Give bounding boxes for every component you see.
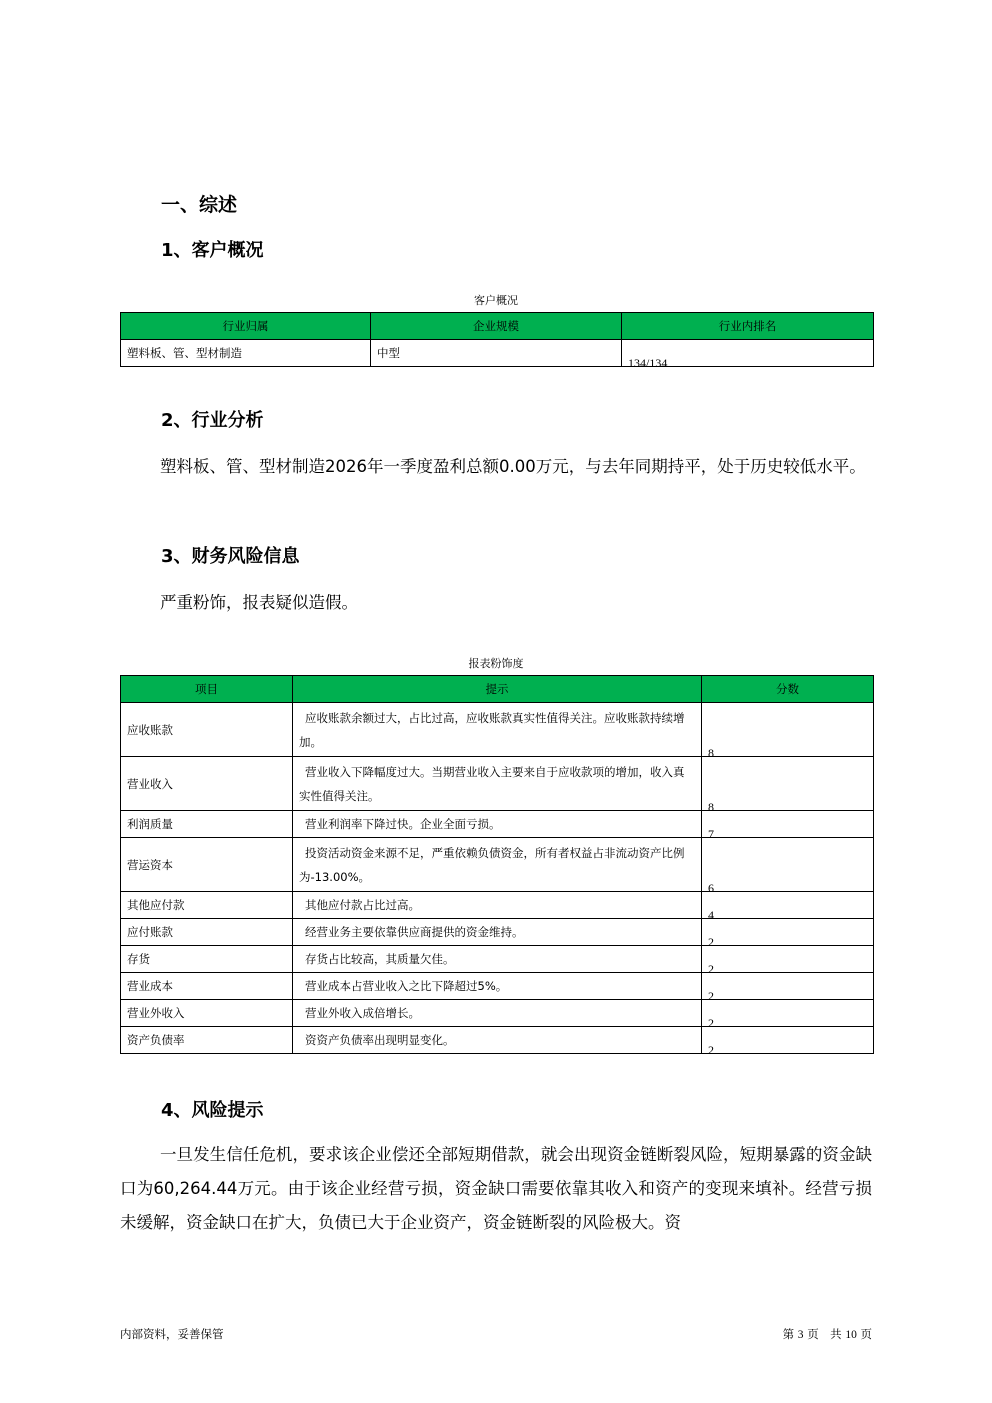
cell-score: 7 — [702, 811, 874, 838]
cell-hint: 投资活动资金来源不足，严重依赖负债资金，所有者权益占非流动资产比例为-13.00%。 — [293, 838, 702, 892]
cell-score: 6 — [702, 838, 874, 892]
cell-score: 8 — [702, 703, 874, 757]
cell-item: 营业成本 — [121, 973, 293, 1000]
customer-overview-table — [120, 312, 874, 370]
whitewash-table — [120, 675, 874, 1057]
cell-hint: 营业收入下降幅度过大。当期营业收入主要来自于应收款项的增加，收入真实性值得关注。 — [293, 757, 702, 811]
cell-hint: 资资产负债率出现明显变化。 — [293, 1027, 702, 1054]
cell-hint: 营业利润率下降过快。企业全面亏损。 — [293, 811, 702, 838]
cell-hint: 经营业务主要依靠供应商提供的资金维持。 — [293, 919, 702, 946]
cell-score: 4 — [702, 892, 874, 919]
header-rank: 行业内排名 — [622, 313, 874, 340]
footer-page-number: 第 3 页 共 10 页 — [782, 1327, 872, 1341]
table-row — [121, 703, 874, 757]
risk-warning-text: 一旦发生信任危机，要求该企业偿还全部短期借款，就会出现资金链断裂风险，短期暴露的资金缺口为60,264.44万元。由于该企业经营亏损，资金缺口需要依靠其收入和资产的变现来填补。经营亏损未缓解，资金缺口在扩大，负债已大于企业资产，资金链断裂的风险极大。资 — [120, 1145, 872, 1232]
cell-item: 营业外收入 — [121, 1000, 293, 1027]
header-item: 项目 — [121, 676, 293, 703]
cell-item: 应付账款 — [121, 919, 293, 946]
cell-item: 利润质量 — [121, 811, 293, 838]
header-score: 分数 — [702, 676, 874, 703]
cell-score: 2 — [702, 1000, 874, 1027]
cell-score: 2 — [702, 919, 874, 946]
cell-score: 2 — [702, 946, 874, 973]
financial-risk-text: 严重粉饰，报表疑似造假。 — [160, 593, 358, 612]
cell-hint: 存货占比较高，其质量欠佳。 — [293, 946, 702, 973]
cell-hint: 应收账款余额过大，占比过高，应收账款真实性值得关注。应收账款持续增加。 — [293, 703, 702, 757]
table-row — [121, 838, 874, 892]
cell-item: 资产负债率 — [121, 1027, 293, 1054]
customer-table-caption: 客户概况 — [474, 294, 518, 307]
table-row — [121, 757, 874, 811]
section-heading: 一、综述 — [161, 194, 238, 216]
header-scale: 企业规模 — [371, 313, 622, 340]
cell-hint: 营业外收入成倍增长。 — [293, 1000, 702, 1027]
cell-hint: 营业成本占营业收入之比下降超过5%。 — [293, 973, 702, 1000]
cell-scale: 中型 — [371, 340, 622, 367]
cell-score: 2 — [702, 1027, 874, 1054]
cell-hint: 其他应付款占比过高。 — [293, 892, 702, 919]
cell-item: 存货 — [121, 946, 293, 973]
footer-confidential: 内部资料，妥善保管 — [120, 1327, 224, 1341]
header-industry: 行业归属 — [121, 313, 371, 340]
header-hint: 提示 — [293, 676, 702, 703]
financial-risk-heading: 3、财务风险信息 — [161, 546, 300, 567]
cell-item: 其他应付款 — [121, 892, 293, 919]
cell-industry: 塑料板、管、型材制造 — [121, 340, 371, 367]
cell-item: 营业收入 — [121, 757, 293, 811]
cell-score: 2 — [702, 973, 874, 1000]
cell-rank: 134/134 — [622, 340, 874, 367]
cell-item: 营运资本 — [121, 838, 293, 892]
customer-overview-heading: 1、客户概况 — [161, 240, 264, 261]
whitewash-table-caption: 报表粉饰度 — [468, 657, 524, 670]
industry-analysis-text: 塑料板、管、型材制造2026年一季度盈利总额0.00万元，与去年同期持平，处于历史较低水平。 — [160, 457, 866, 476]
cell-item: 应收账款 — [121, 703, 293, 757]
industry-analysis-heading: 2、行业分析 — [161, 410, 264, 431]
cell-score: 8 — [702, 757, 874, 811]
risk-warning-heading: 4、风险提示 — [161, 1100, 264, 1121]
